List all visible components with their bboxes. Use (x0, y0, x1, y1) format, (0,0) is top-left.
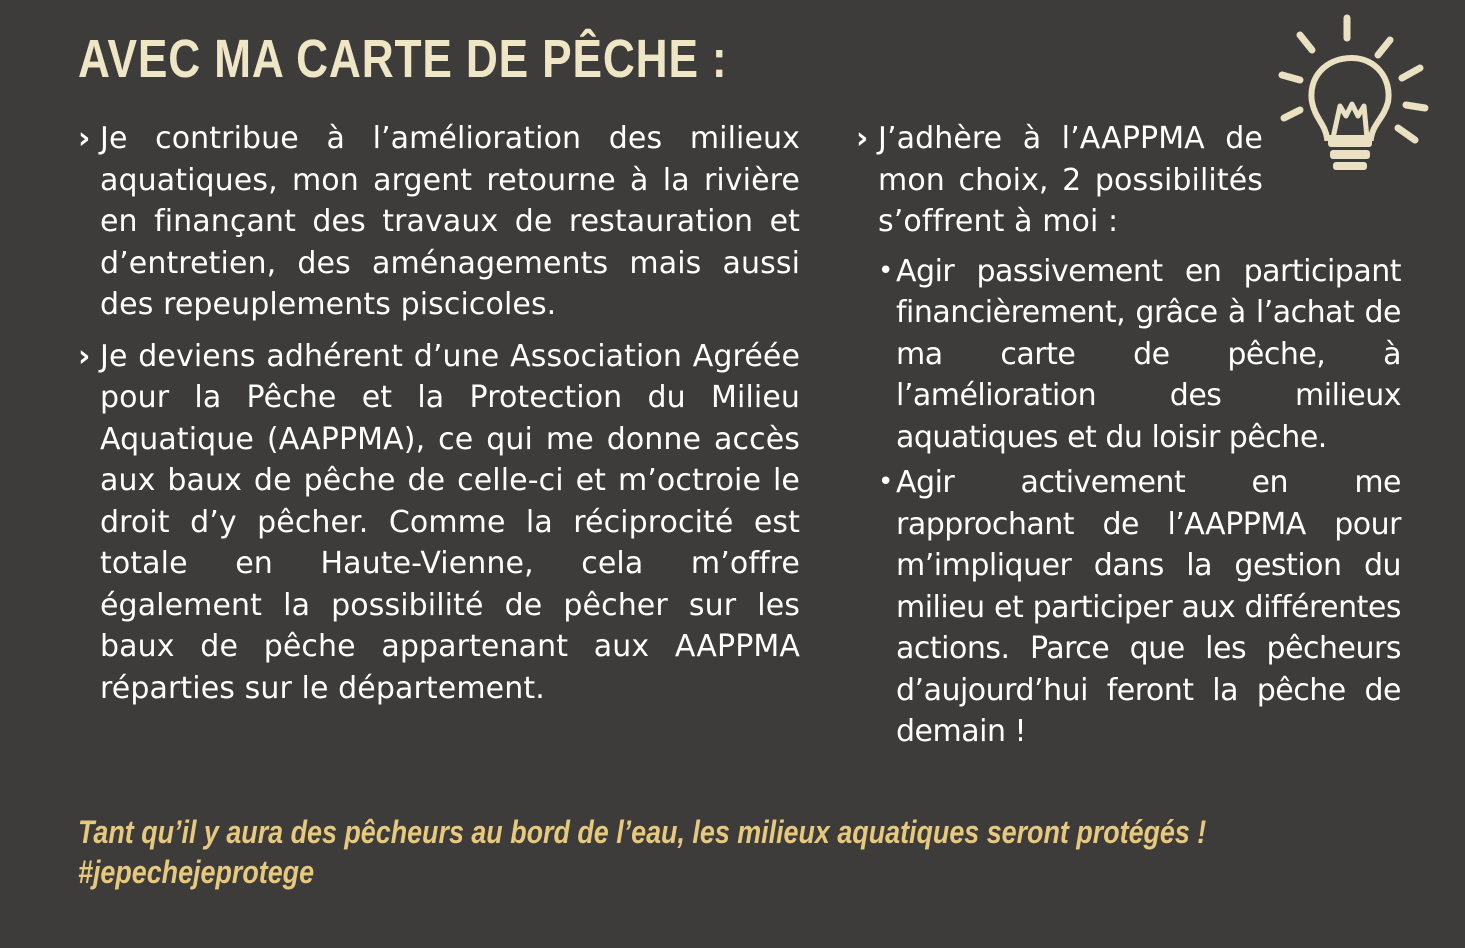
sub-item-text: Agir activement en me rapprochant de l’AAPPMA pour m’impliquer dans la gestion du milieu et participer aux différentes actions. Parce que les pêcheurs d’aujourd’hui feront la pêche de demain ! (896, 465, 1401, 749)
sub-list-item (876, 462, 1401, 753)
chevron-right-icon: › (78, 121, 91, 156)
bullet-dot-icon: • (878, 255, 894, 286)
page-title: AVEC MA CARTE DE PÊCHE : (78, 29, 728, 89)
sub-item-text: Agir passivement en participant financièrement, grâce à l’achat de ma carte de pêche, à l’amélioration des milieux aquatiques et du loisir pêche. (896, 253, 1401, 455)
chevron-right-icon: › (856, 121, 869, 156)
left-column (78, 118, 800, 709)
slogan (78, 812, 1206, 892)
list-item (856, 118, 1401, 243)
slogan-line: Tant qu’il y aura des pêcheurs au bord de l’eau, les milieux aquatiques seront protégés ! (78, 814, 1207, 850)
chevron-right-icon: › (78, 338, 91, 374)
item-text: Je deviens adhérent d’une Association Agréée pour la Pêche et la Protection du Milieu Aquatique (AAPPMA), ce qui me donne accès aux baux de pêche de celle-ci et m’octroie le droit d’y pêcher. Comme la réciprocité est totale en Haute-Vienne, cela m’offre également la possibilité de pêcher sur les baux de pêche appartenant aux AAPPMA réparties sur le département. (100, 338, 800, 706)
list-item (78, 336, 800, 710)
sub-list-item (876, 251, 1401, 459)
right-column (856, 118, 1401, 753)
bullet-dot-icon: • (878, 467, 894, 497)
hashtag: #jepechejeprotege (78, 854, 315, 890)
item-intro-text: J’adhère à l’AAPPMA de mon choix, 2 possibilités s’offrent à moi : (878, 121, 1263, 239)
item-text: Je contribue à l’amélioration des milieux aquatiques, mon argent retourne à la rivière en finançant des travaux de restauration et d’entretien, des aménagements mais aussi des repeuplements piscicoles. (100, 121, 800, 322)
sub-list (856, 251, 1401, 753)
list-item (78, 118, 800, 326)
